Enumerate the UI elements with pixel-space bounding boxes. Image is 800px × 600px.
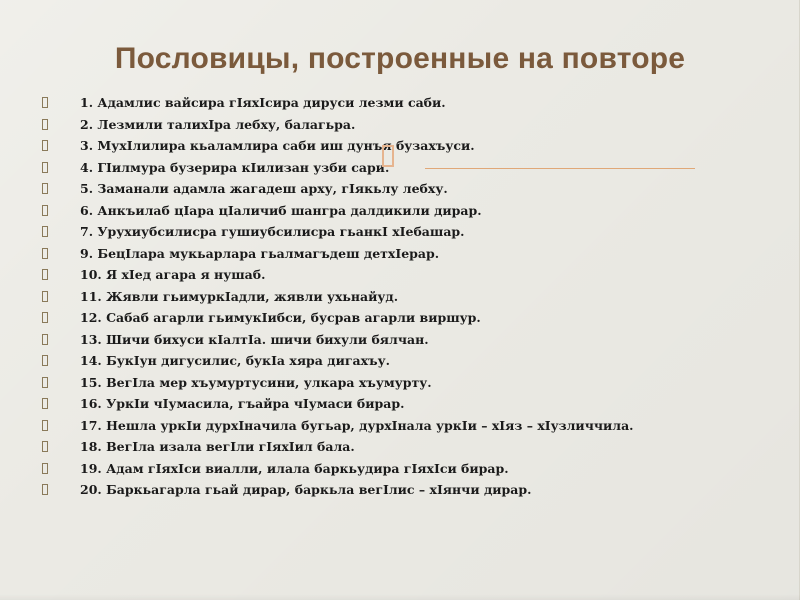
bullet-icon: [42, 484, 48, 495]
list-item: [40, 178, 780, 200]
bullet-icon: [42, 162, 48, 173]
slide-title: Пословицы, построенные на повторе: [114, 42, 686, 75]
list-item: [40, 458, 780, 480]
list-item: [40, 92, 780, 114]
proverb-text: 7. Урухиубсилисра гушиубсилисра гьанкІ хІебашар.: [80, 224, 465, 240]
proverb-text: 10. Я хІед агара я нушаб.: [80, 267, 266, 283]
bullet-icon: [42, 97, 48, 108]
list-item: [40, 479, 780, 501]
proverb-text: 17. Нешла уркІи дурхІначила бугьар, дурхІнала уркІи – хІяз – хІузличчила.: [80, 417, 634, 433]
list-item: [40, 286, 780, 308]
list-item: [40, 114, 780, 136]
bullet-icon: [42, 291, 48, 302]
proverb-text: 4. ГІилмура бузерира кІилизан узби сари.: [80, 159, 390, 175]
list-item: [40, 221, 780, 243]
bullet-icon: [42, 269, 48, 280]
list-item: [40, 372, 780, 394]
proverb-list: [40, 92, 780, 501]
list-item: [40, 264, 780, 286]
proverb-text: 6. Анкъилаб цІара цІаличиб шангра далдикили дирар.: [80, 202, 482, 218]
bullet-icon: [42, 377, 48, 388]
proverb-text: 2. Лезмили талихІра лебху, балагьра.: [80, 116, 356, 132]
bullet-icon: [42, 226, 48, 237]
decorative-frame: [382, 145, 394, 167]
bullet-icon: [42, 334, 48, 345]
proverb-text: 1. Адамлис вайсира гІяхІсира дируси лезми саби.: [80, 95, 446, 111]
proverb-text: 5. Заманали адамла жагадеш арху, гІякьлу лебху.: [80, 181, 448, 197]
bullet-icon: [42, 420, 48, 431]
list-item: [40, 135, 780, 157]
list-item: [40, 329, 780, 351]
bullet-icon: [42, 463, 48, 474]
proverb-text: 9. БецІлара мукьарлара гьалмагъдеш детхІерар.: [80, 245, 440, 261]
bullet-icon: [42, 183, 48, 194]
list-item: [40, 200, 780, 222]
proverb-text: 18. ВегІла изала вегІли гІяхІил бала.: [80, 439, 355, 455]
bullet-icon: [42, 441, 48, 452]
list-item: [40, 393, 780, 415]
list-item: [40, 350, 780, 372]
list-item: [40, 307, 780, 329]
list-item: [40, 436, 780, 458]
proverb-text: 15. ВегІла мер хъумуртусини, улкара хъумурту.: [80, 374, 432, 390]
bullet-icon: [42, 140, 48, 151]
proverb-text: 20. Баркьагарла гьай дирар, баркьла вегІлис – хІянчи дирар.: [80, 482, 532, 498]
bullet-icon: [42, 119, 48, 130]
proverb-text: 16. УркІи чІумасила, гъайра чІумаси бирар.: [80, 396, 405, 412]
proverb-text: 12. Сабаб агарли гьимукІибси, бусрав агарли виршур.: [80, 310, 481, 326]
list-item: [40, 415, 780, 437]
decorative-rule: [425, 168, 695, 169]
slide-bottom-shade: [0, 594, 800, 600]
proverb-text: 11. Жявли гьимуркІадли, жявли ухьнайуд.: [80, 288, 399, 304]
list-item: [40, 243, 780, 265]
proverb-text: 14. БукІун дигусилис, букІа хяра дигахъу.: [80, 353, 391, 369]
proverb-text: 13. Шичи бихуси кІалтІа. шичи бихули бялчан.: [80, 331, 429, 347]
bullet-icon: [42, 355, 48, 366]
proverb-text: 3. МухІлилира кьаламлира саби иш дунъя бузахъуси.: [80, 138, 475, 154]
bullet-icon: [42, 248, 48, 259]
proverb-text: 19. Адам гІяхІси виалли, илала баркьудира гІяхІси бирар.: [80, 460, 509, 476]
bullet-icon: [42, 312, 48, 323]
bullet-icon: [42, 205, 48, 216]
bullet-icon: [42, 398, 48, 409]
